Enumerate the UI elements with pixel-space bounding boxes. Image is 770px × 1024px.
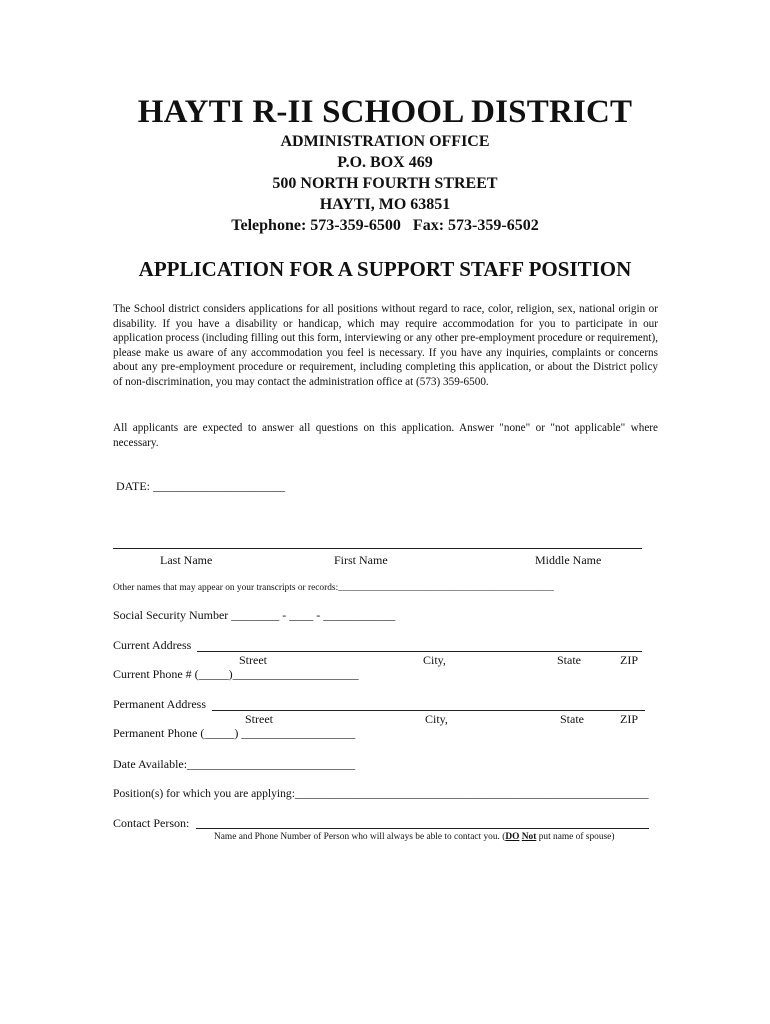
current-address-line[interactable] — [197, 651, 642, 652]
permanent-address-line[interactable] — [212, 710, 645, 711]
positions-field[interactable]: Position(s) for which you are applying:_____________________________________________________________ — [113, 787, 649, 800]
current-city-label: City, — [423, 653, 446, 667]
name-line[interactable] — [113, 548, 642, 549]
date-field[interactable]: DATE: ______________________ — [116, 479, 285, 493]
current-address-label: Current Address — [113, 638, 192, 652]
other-names-field[interactable]: Other names that may appear on your transcripts or records:______________________________________________ — [113, 583, 554, 593]
district-name: HAYTI R-II SCHOOL DISTRICT — [137, 94, 633, 130]
ssn-field[interactable]: Social Security Number ________ - ____ - ____________ — [113, 608, 396, 622]
current-zip-label: ZIP — [620, 653, 638, 667]
nondiscrimination-paragraph: The School district considers applications for all positions without regard to race, color, religion, sex, national origin or disability. If you have a disability or handicap, which may require accommodation for you to participate in our application process (including filling out this form, interviewing or any other pre-employment procedure or requirement), please make us aware of any accommodation you feel is necessary. If you have any inquiries, complaints or concerns about any pre-employment procedure or requirement, including completing this application, or about the District policy of non-discrimination, you may contact the administration office at (573) 359-6500. — [113, 303, 658, 388]
contact-note-text: Name and Phone Number of Person who will always be able to contact you. ( — [214, 832, 506, 842]
contact-person-line[interactable] — [196, 828, 649, 829]
current-state-label: State — [557, 653, 581, 667]
contact-note-not: Not — [521, 832, 537, 842]
permanent-zip-label: ZIP — [620, 712, 638, 726]
last-name-label: Last Name — [160, 553, 213, 567]
date-available-field[interactable]: Date Available:____________________________ — [113, 757, 356, 771]
permanent-address-label: Permanent Address — [113, 697, 206, 711]
current-street-label: Street — [239, 653, 267, 667]
phone-fax: Telephone: 573-359-6500 Fax: 573-359-6502 — [231, 217, 539, 234]
street-address: 500 NORTH FOURTH STREET — [272, 175, 498, 192]
po-box: P.O. BOX 469 — [337, 154, 433, 171]
contact-note-do: DO — [505, 832, 520, 842]
permanent-city-label: City, — [425, 712, 448, 726]
instructions-paragraph: All applicants are expected to answer all questions on this application. Answer "none" or "not applicable" where necessary. — [113, 422, 658, 449]
city-state-zip: HAYTI, MO 63851 — [319, 196, 451, 213]
first-name-label: First Name — [334, 553, 388, 567]
contact-person-label: Contact Person: — [113, 816, 190, 830]
contact-person-note — [214, 832, 614, 842]
permanent-street-label: Street — [245, 712, 273, 726]
form-title: APPLICATION FOR A SUPPORT STAFF POSITION — [138, 257, 632, 281]
permanent-state-label: State — [560, 712, 584, 726]
contact-note-end: put name of spouse) — [538, 832, 615, 842]
office-name: ADMINISTRATION OFFICE — [280, 133, 490, 150]
current-phone-field[interactable]: Current Phone # (_____)_____________________ — [113, 667, 359, 681]
permanent-phone-field[interactable]: Permanent Phone (_____) ___________________ — [113, 726, 356, 740]
middle-name-label: Middle Name — [535, 553, 602, 567]
